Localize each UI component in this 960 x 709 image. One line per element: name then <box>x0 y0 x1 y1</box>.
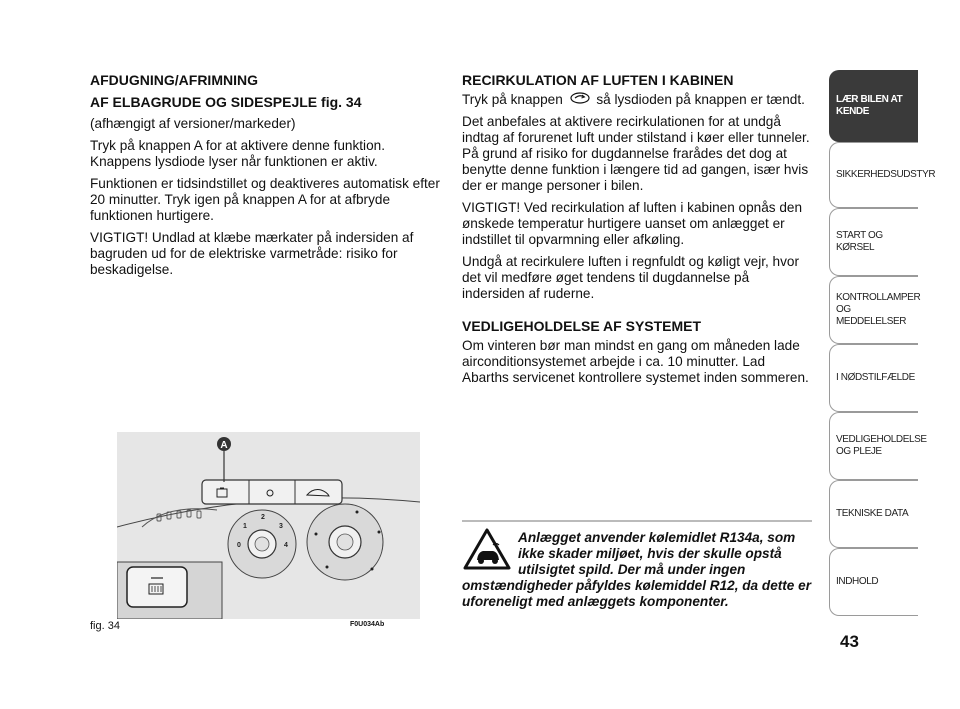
recirculation-paragraph-3: VIGTIGT! Ved recirkulation af luften i kabinen opnås den ønskede temperatur hurtigere uanset om anlægget er indstillet til opvarmning eller afkøling. <box>462 200 803 248</box>
maintenance-heading: VEDLIGEHOLDELSE AF SYSTEMET <box>462 318 702 335</box>
defrost-paragraph-3: VIGTIGT! Undlad at klæbe mærkater på indersiden af bagruden ud for de elektriske varmetråde: risiko for beskadigelse. <box>90 230 414 277</box>
tab-sikkerhedsudstyr[interactable] <box>829 142 936 208</box>
fan-scale-3: 3 <box>279 523 283 530</box>
fan-scale-2: 2 <box>261 514 265 521</box>
climate-panel-illustration <box>117 432 420 619</box>
tab-vedligeholdelse[interactable] <box>829 412 927 480</box>
defrost-subtitle: (afhængigt af versioner/markeder) <box>90 116 296 131</box>
warning-text <box>462 530 812 610</box>
left-column <box>90 72 442 284</box>
climate-control-figure <box>117 432 420 619</box>
recirculation-heading: RECIRKULATION AF LUFTEN I KABINEN <box>462 72 734 88</box>
figure-caption: fig. 34 <box>90 620 120 632</box>
recirculation-p1-before: Tryk på knappen <box>462 92 563 107</box>
tab-kontrollamper[interactable] <box>829 276 921 344</box>
recirculation-paragraph-4: Undgå at recirkulere luften i regnfuldt og køligt vejr, hvor det vil medføre øget tendens til dugdannelse på indersiden af ruderne. <box>462 254 799 302</box>
defrost-heading-line1: AFDUGNING/AFRIMNING <box>90 72 258 88</box>
maintenance-paragraph: Om vinteren bør man mindst en gang om måneden lade airconditionsystemet arbejde i ca. 10 minutter. Lad Abarths servicenet kontrollere systemet inden sommeren. <box>462 338 809 386</box>
label-a: A <box>220 440 228 451</box>
figure-code: F0U034Ab <box>350 621 385 628</box>
defrost-paragraph-1: Tryk på knappen A for at aktivere denne funktion. Knappens lysdiode lyser når funktionen er aktiv. <box>90 138 385 169</box>
tab-label: LÆR BILEN AT KENDE <box>836 94 903 117</box>
tab-i-nodstilfaelde[interactable] <box>829 344 918 412</box>
defrost-heading-line2: AF ELBAGRUDE OG SIDESPEJLE fig. 34 <box>90 94 362 110</box>
tab-label: START OG KØRSEL <box>836 230 883 253</box>
warning-text-full: omstændigheder påfyldes kølemiddel R12, da dette er uforeneligt med anlæggets komponenter. <box>462 578 811 609</box>
tab-indhold[interactable] <box>829 548 918 616</box>
tab-label: TEKNISKE DATA <box>836 508 909 519</box>
defrost-paragraph-2: Funktionen er tidsindstillet og deaktiveres automatisk efter 20 minutter. Tryk igen på knappen A for at afbryde funktionen hurtigere. <box>90 176 440 223</box>
right-column <box>462 72 812 392</box>
recirculation-paragraph-1 <box>462 92 812 108</box>
recirculation-icon <box>569 92 591 108</box>
tab-tekniske-data[interactable] <box>829 480 918 548</box>
fan-scale-1: 1 <box>243 523 247 530</box>
tab-label: INDHOLD <box>836 576 879 587</box>
fan-scale-4: 4 <box>284 542 288 549</box>
tab-label: I NØDSTILFÆLDE <box>836 372 915 383</box>
recirculation-paragraph-2: Det anbefales at aktivere recirkulationen for at undgå indtag af forurenet luft under stilstand i køer eller tunneler. På grund af risiko for dugdannelse frarådes det dog at benytte denne funktion i længere tid ad gangen, især hvis der er mange personer i bilen. <box>462 114 810 194</box>
tab-laer-bilen-at-kende[interactable] <box>829 70 918 142</box>
recirculation-p1-after: så lysdioden på knappen er tændt. <box>596 92 805 107</box>
page-number: 43 <box>840 632 859 651</box>
warning-text-indented: Anlægget anvender kølemidlet R134a, som ikke skader miljøet, hvis der skulle opstå utilsigtet spild. Der må under ingen <box>518 530 796 577</box>
tab-label: VEDLIGEHOLDELSE OG PLEJE <box>836 434 927 457</box>
tab-label: SIKKERHEDSUDSTYR <box>836 169 936 180</box>
warning-divider <box>462 520 812 522</box>
tab-start-og-korsel[interactable] <box>829 208 918 276</box>
tab-label: KONTROLLAMPER OG MEDDELELSER <box>836 292 921 327</box>
fan-scale-0: 0 <box>237 542 241 549</box>
